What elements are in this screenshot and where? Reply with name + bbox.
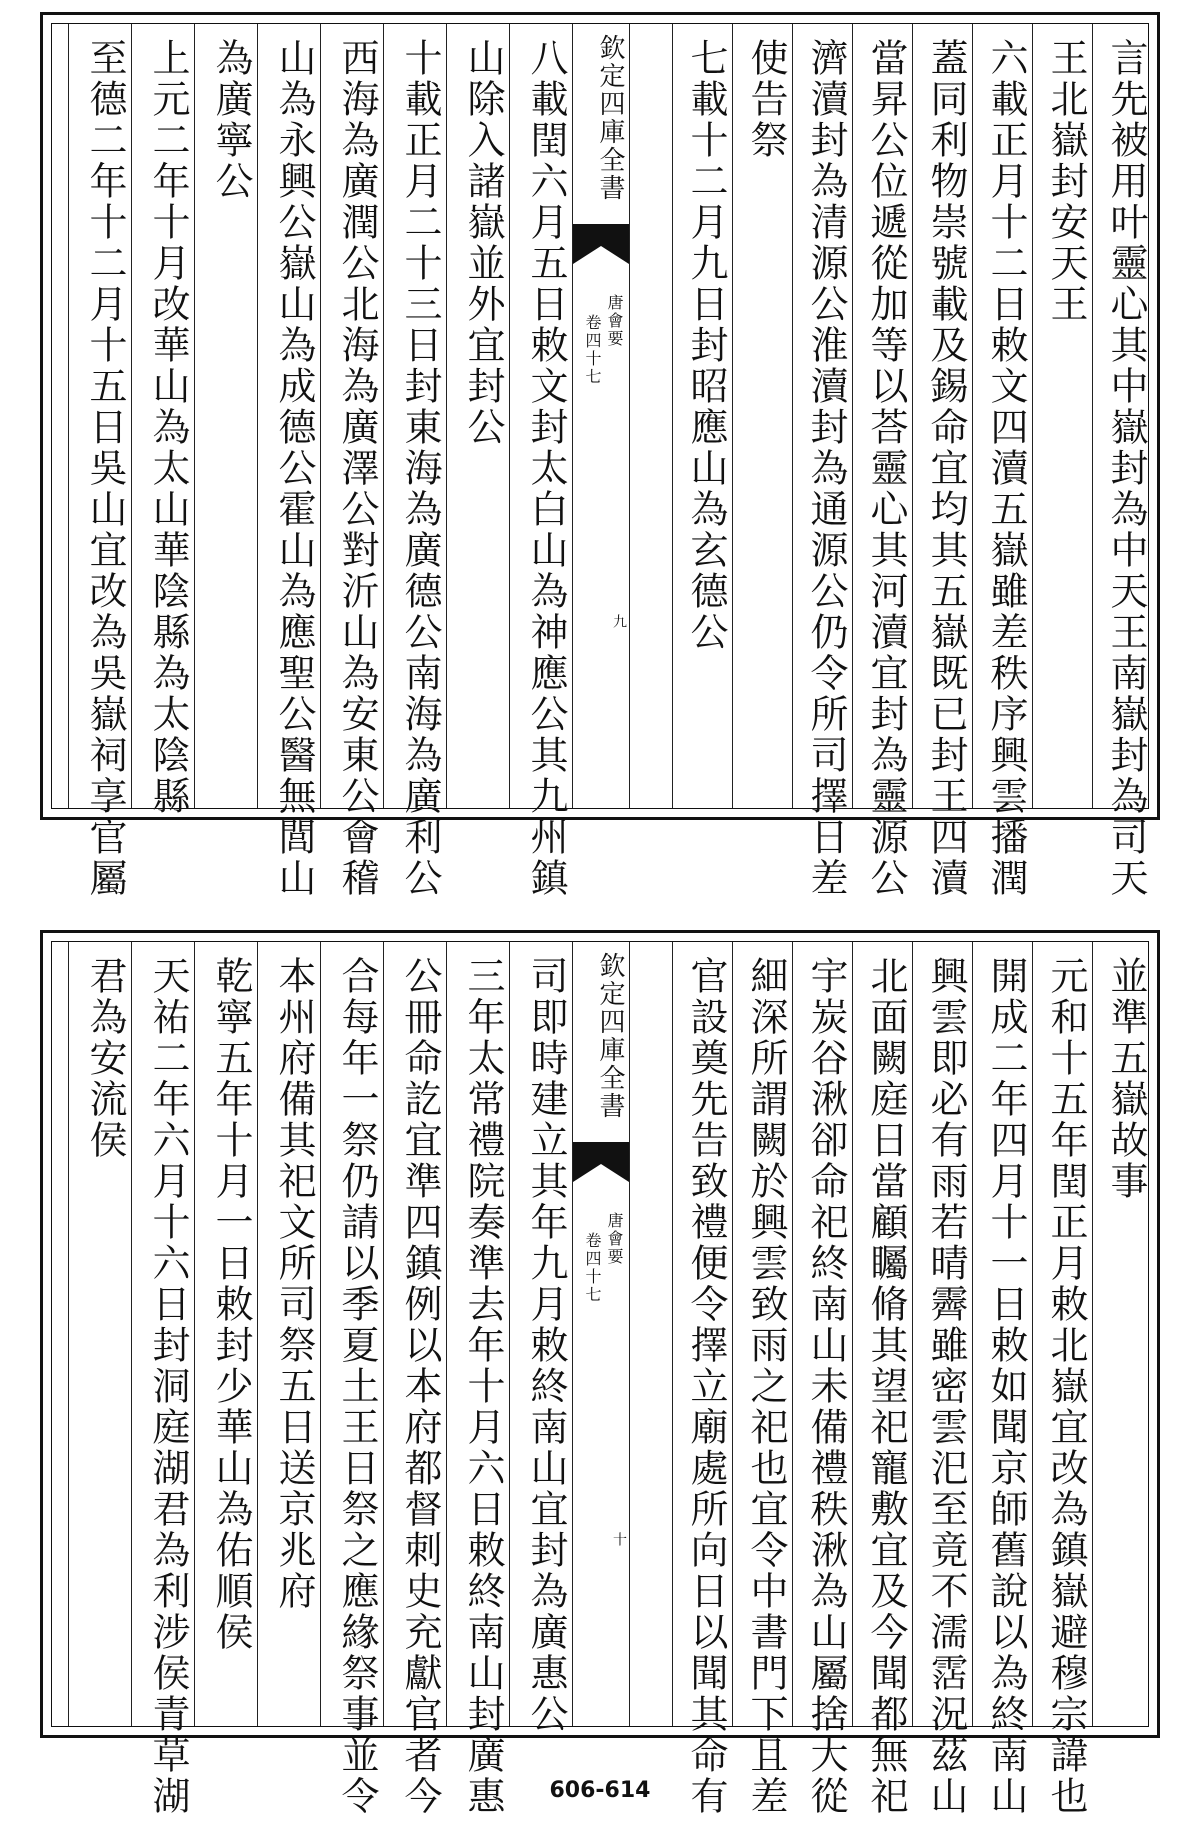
- column-text: 官設奠先告致禮便令擇立廟處所向日以聞其命有: [684, 956, 728, 1817]
- text-column: [732, 24, 792, 808]
- text-column: [972, 942, 1032, 1817]
- text-column: [972, 24, 1032, 899]
- text-column: [320, 24, 383, 899]
- book-title: 唐會要: [605, 1212, 624, 1266]
- column-text: 上元二年十月改華山為太山華陰縣為太陰縣: [146, 38, 190, 817]
- column-text: 王北嶽封安天王: [1044, 38, 1088, 325]
- column-text: 並準五嶽故事: [1104, 956, 1148, 1202]
- column-text: 十載正月二十三日封東海為廣德公南海為廣利公: [398, 38, 442, 899]
- column-text: 七載十二月九日封昭應山為玄德公: [684, 38, 728, 653]
- text-column: [1092, 942, 1152, 1726]
- leaf-number: 十: [611, 1532, 627, 1546]
- text-column: [852, 24, 912, 899]
- text-column: [1032, 942, 1092, 1817]
- column-text: 天祐二年六月十六日封洞庭湖君為利涉侯青草湖: [146, 956, 190, 1817]
- column-text: 山除入諸嶽並外宜封公: [461, 38, 505, 448]
- text-column: [383, 24, 446, 899]
- column-text: 開成二年四月十一日敕如聞京師舊說以為終南山: [984, 956, 1028, 1817]
- book-series-title: 欽定四庫全書: [595, 952, 625, 1120]
- text-column: [320, 942, 383, 1817]
- column-text: 當昇公位遞從加等以荅靈心其河瀆宜封為靈源公: [864, 38, 908, 899]
- column-text: 至德二年十二月十五日吳山宜改為吳嶽祠享官屬: [83, 38, 127, 899]
- volume-label: 卷四十七: [583, 1232, 602, 1304]
- fishtail-mark-icon: [573, 1142, 629, 1182]
- column-text: 山為永興公嶽山為成德公霍山為應聖公醫無閭山: [272, 38, 316, 899]
- text-column: [257, 24, 320, 899]
- column-text: 北面闕庭日當顧矚脩其望祀寵敷宜及今聞都無祀: [864, 956, 908, 1817]
- volume-label: 卷四十七: [583, 314, 602, 386]
- column-text: 本州府備其祀文所司祭五日送京兆府: [272, 956, 316, 1612]
- column-text: 宇炭谷湫卻命祀終南山未備禮秩湫為山屬捨大從: [804, 956, 848, 1817]
- column-text: 言先被用叶靈心其中嶽封為中天王南嶽封為司天: [1104, 38, 1148, 899]
- text-column: [912, 942, 972, 1817]
- column-text: 合每年一祭仍請以季夏土王日祭之應緣祭事並令: [335, 956, 379, 1817]
- center-fold-spine: [572, 942, 630, 1726]
- book-title: 唐會要: [605, 294, 624, 348]
- text-column: [68, 24, 131, 899]
- text-column: [672, 942, 732, 1817]
- upper-page: [40, 12, 1160, 899]
- column-text: 公冊命訖宜準四鎮例以本府都督刺史充獻官者今: [398, 956, 442, 1817]
- text-column: [509, 942, 572, 1735]
- text-column: [1032, 24, 1092, 808]
- text-column: [131, 942, 194, 1817]
- text-column: [732, 942, 792, 1817]
- column-text: 濟瀆封為清源公淮瀆封為通源公仍令所司擇日差: [804, 38, 848, 899]
- text-column: [131, 24, 194, 817]
- column-text: 西海為廣潤公北海為廣澤公對沂山為安東公會稽: [335, 38, 379, 899]
- text-column: [1092, 24, 1152, 899]
- text-column: [792, 942, 852, 1817]
- fishtail-mark-icon: [573, 224, 629, 264]
- column-text: 君為安流侯: [83, 956, 127, 1161]
- column-text: 八載閏六月五日敕文封太白山為神應公其九州鎮: [524, 38, 568, 899]
- text-column: [257, 942, 320, 1726]
- column-text: 興雲即必有雨若晴霽雖密雲汜至竟不濡霑況茲山: [924, 956, 968, 1817]
- upper-page-text-area: [51, 23, 1149, 899]
- text-column: [446, 24, 509, 808]
- text-column: [852, 942, 912, 1817]
- center-fold-spine: [572, 24, 630, 808]
- column-text: 蓋同利物崇號載及錫命宜均其五嶽既已封王四瀆: [924, 38, 968, 899]
- column-text: 元和十五年閏正月敕北嶽宜改為鎮嶽避穆宗諱也: [1044, 956, 1088, 1817]
- text-column: [509, 24, 572, 899]
- text-column: [383, 942, 446, 1817]
- text-column: [446, 942, 509, 1817]
- page-number-footer: 606-614: [549, 1778, 651, 1803]
- text-column: [194, 24, 257, 808]
- text-column: [792, 24, 852, 899]
- text-column: [912, 24, 972, 899]
- leaf-number: 九: [611, 614, 627, 628]
- text-column: [194, 942, 257, 1726]
- column-text: 乾寧五年十月一日敕封少華山為佑順侯: [209, 956, 253, 1653]
- book-series-title: 欽定四庫全書: [595, 34, 625, 202]
- column-text: 使告祭: [744, 38, 788, 161]
- column-text: 為廣寧公: [209, 38, 253, 202]
- column-text: 六載正月十二日敕文四瀆五嶽雖差秩序興雲播潤: [984, 38, 1028, 899]
- column-text: 細深所謂闕於興雲致雨之祀也宜令中書門下且差: [744, 956, 788, 1817]
- column-text: 司即時建立其年九月敕終南山宜封為廣惠公: [524, 956, 568, 1735]
- text-column: [68, 942, 131, 1726]
- column-text: 三年太常禮院奏準去年十月六日敕終南山封廣惠: [461, 956, 505, 1817]
- text-column: [672, 24, 732, 808]
